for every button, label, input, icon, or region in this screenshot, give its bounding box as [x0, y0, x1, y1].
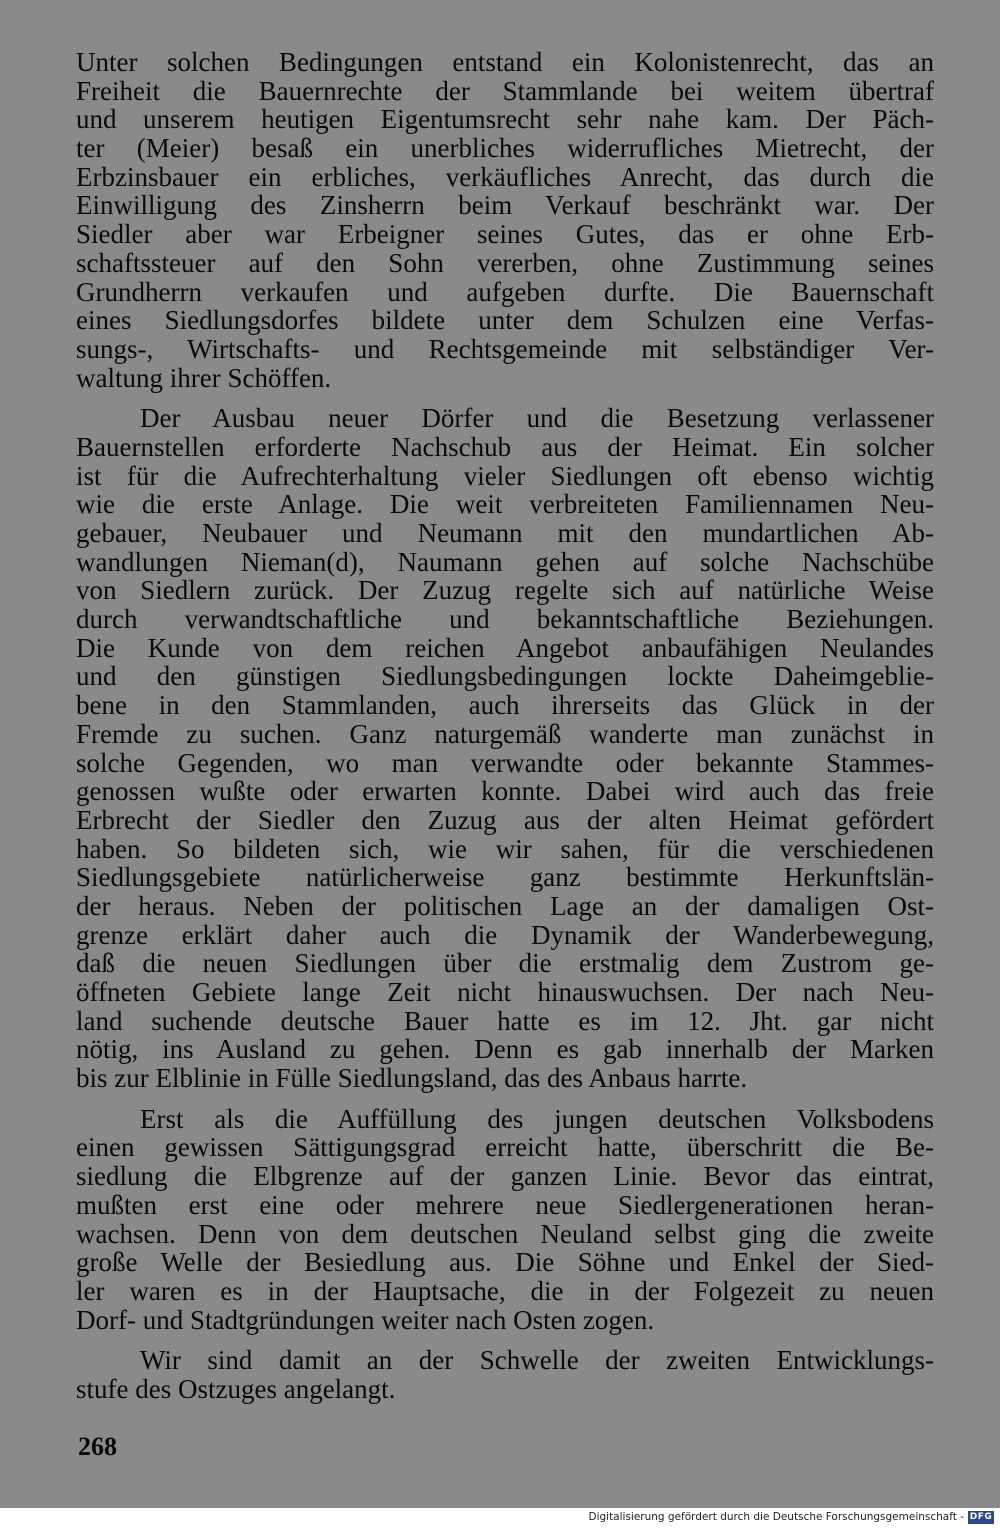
text-line: und unserem heutigen Eigentumsrecht sehr nahe kam. Der Päch- [76, 104, 934, 135]
paragraph-gap [76, 1093, 934, 1105]
text-line: wandlungen Nieman(d), Naumann gehen auf solche Nachschübe [76, 546, 934, 577]
text-line: Erst als die Auffüllung des jungen deutschen Volksbodens [140, 1103, 934, 1134]
text-line: haben. So bildeten sich, wie wir sahen, für die verschiedenen [76, 833, 934, 864]
text-line: große Welle der Besiedlung aus. Die Söhne und Enkel der Sied- [76, 1247, 934, 1278]
text-line: bene in den Stammlanden, auch ihrerseits das Glück in der [76, 690, 934, 721]
text-line: bis zur Elblinie in Fülle Siedlungsland, das des Anbaus harrte. [76, 1063, 748, 1094]
text-line: grenze erklärt daher auch die Dynamik der Wanderbewegung, [76, 919, 934, 950]
text-line: Bauernstellen erforderte Nachschub aus der Heimat. Ein solcher [76, 431, 934, 462]
footer-credit-text: Digitalisierung gefördert durch die Deutsche Forschungsgemeinschaft - [588, 1511, 964, 1523]
text-line: öffneten Gebiete lange Zeit nicht hinauswuchsen. Der nach Neu- [76, 977, 934, 1007]
paragraph [76, 1346, 934, 1403]
text-line: Wir sind damit an der Schwelle der zweiten Entwicklungs- [140, 1345, 934, 1376]
text-line: Grundherrn verkaufen und aufgeben durfte. Die Bauernschaft [76, 276, 934, 307]
dfg-logo: DFG [969, 1512, 993, 1522]
text-line: siedlung die Elbgrenze auf der ganzen Linie. Bevor das eintrat, [76, 1161, 934, 1192]
text-line: schaftssteuer auf den Sohn vererben, ohne Zustimmung seines [76, 247, 934, 278]
text-line: der heraus. Neben der politischen Lage an der damaligen Ost- [76, 890, 934, 921]
text-line: mußten erst eine oder mehrere neue Siedlergenerationen heran- [76, 1189, 934, 1220]
text-line: genossen wußte oder erwarten konnte. Dabei wird auch das freie [76, 776, 934, 807]
text-line: Dorf- und Stadtgründungen weiter nach Osten zogen. [76, 1304, 655, 1335]
text-line: Erbzinsbauer ein erbliches, verkäufliches Anrecht, das durch die [76, 161, 934, 192]
text-line: Erbrecht der Siedler den Zuzug aus der alten Heimat gefördert [76, 804, 934, 835]
text-line: land suchende deutsche Bauer hatte es im 12. Jht. gar nicht [76, 1005, 934, 1036]
text-line: ler waren es in der Hauptsache, die in der Folgezeit zu neuen [76, 1275, 934, 1306]
paragraph [76, 1105, 934, 1335]
text-line: von Siedlern zurück. Der Zuzug regelte sich auf natürliche Weise [76, 575, 934, 606]
paragraph [76, 48, 934, 392]
text-line: wachsen. Denn von dem deutschen Neuland selbst ging die zweite [76, 1218, 934, 1249]
text-line: eines Siedlungsdorfes bildete unter dem Schulzen eine Verfas- [76, 305, 934, 336]
text-line: gebauer, Neubauer und Neumann mit den mundartlichen Ab- [76, 518, 934, 548]
text-line: und den günstigen Siedlungsbedingungen lockte Daheimgeblie- [76, 661, 934, 692]
text-line: Siedler aber war Erbeigner seines Gutes, das er ohne Erb- [76, 219, 934, 250]
text-line: Siedlungsgebiete natürlicherweise ganz bestimmte Herkunftslän- [76, 862, 934, 893]
text-line: Der Ausbau neuer Dörfer und die Besetzung verlassener [140, 403, 934, 434]
text-line: durch verwandtschaftliche und bekanntschaftliche Beziehungen. [76, 604, 934, 635]
text-line: Die Kunde von dem reichen Angebot anbaufähigen Neulandes [76, 632, 934, 663]
text-line: stufe des Ostzuges angelangt. [76, 1373, 396, 1404]
text-line: Unter solchen Bedingungen entstand ein Kolonistenrecht, das an [76, 47, 934, 77]
text-line: Freiheit die Bauernrechte der Stammlande bei weitem übertraf [76, 75, 934, 106]
text-line: waltung ihrer Schöffen. [76, 362, 332, 393]
paragraph [76, 404, 934, 1093]
text-line: Fremde zu suchen. Ganz naturgemäß wanderte man zunächst in [76, 718, 934, 749]
text-line: solche Gegenden, wo man verwandte oder bekannte Stammes- [76, 747, 934, 778]
text-line: nötig, ins Ausland zu gehen. Denn es gab innerhalb der Marken [76, 1034, 934, 1065]
text-line: Einwilligung des Zinsherrn beim Verkauf beschränkt war. Der [76, 190, 934, 221]
body-text [76, 48, 934, 1404]
text-line: einen gewissen Sättigungsgrad erreicht hatte, überschritt die Be- [76, 1132, 934, 1163]
text-line: daß die neuen Siedlungen über die erstmalig dem Zustrom ge- [76, 948, 934, 979]
digitization-footer [0, 1508, 1000, 1528]
text-line: sungs-, Wirtschafts- und Rechtsgemeinde mit selbständiger Ver- [76, 333, 934, 364]
text-line: ter (Meier) besaß ein unerbliches widerrufliches Mietrecht, der [76, 133, 934, 164]
page-number: 268 [78, 1432, 117, 1461]
text-line: wie die erste Anlage. Die weit verbreiteten Familiennamen Neu- [76, 489, 934, 520]
text-line: ist für die Aufrechterhaltung vieler Siedlungen oft ebenso wichtig [76, 460, 934, 491]
